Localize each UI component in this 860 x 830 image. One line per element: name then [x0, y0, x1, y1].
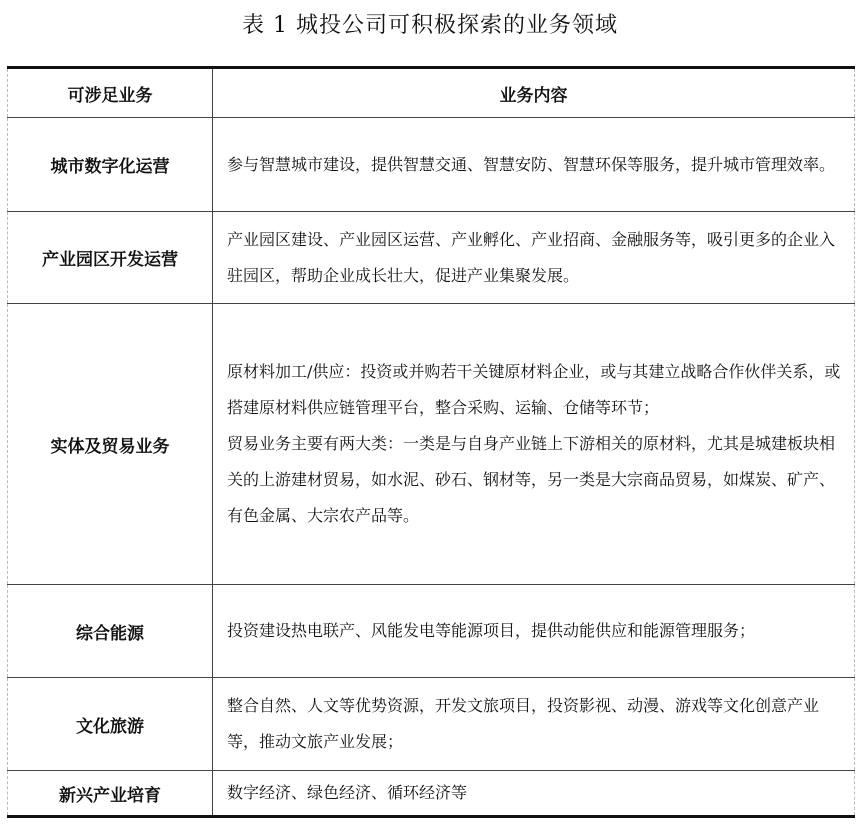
table-row [8, 585, 855, 678]
content-paragraph: 数字经济、绿色经济、循环经济等 [227, 783, 468, 802]
business-table [7, 66, 855, 818]
content-paragraph: 产业园区建设、产业园区运营、产业孵化、产业招商、金融服务等，吸引更多的企业入驻园区，帮助企业成长壮大，促进产业集聚发展。 [227, 229, 836, 285]
table-row [8, 678, 855, 771]
content-paragraph: 整合自然、人文等优势资源，开发文旅项目，投资影视、动漫、游戏等文化创意产业等，推动文旅产业发展； [227, 696, 820, 751]
content-paragraph: 参与智慧城市建设，提供智慧交通、智慧安防、智慧环保等服务，提升城市管理效率。 [227, 154, 836, 174]
row-content [213, 212, 855, 304]
table-row [8, 118, 855, 212]
row-content [213, 304, 855, 585]
row-category: 新兴产业培育 [8, 771, 213, 817]
row-content [213, 585, 855, 678]
row-category: 文化旅游 [8, 678, 213, 771]
header-content: 业务内容 [213, 68, 855, 118]
row-category: 实体及贸易业务 [8, 304, 213, 585]
row-content [213, 118, 855, 212]
table-row [8, 304, 855, 585]
content-paragraph: 投资建设热电联产、风能发电等能源项目，提供动能供应和能源管理服务； [227, 621, 756, 640]
row-category: 综合能源 [8, 585, 213, 678]
header-business: 可涉足业务 [8, 68, 213, 118]
content-paragraph: 贸易业务主要有两大类：一类是与自身产业链上下游相关的原材料，尤其是城建板块相关的上游建材贸易，如水泥、砂石、钢材等，另一类是大宗商品贸易，如煤炭、矿产、有色金属、大宗农产品等。 [227, 434, 836, 525]
content-paragraph: 原材料加工/供应：投资或并购若干关键原材料企业，或与其建立战略合作伙伴关系，或搭建原材料供应链管理平台，整合采购、运输、仓储等环节； [227, 362, 841, 417]
table-row [8, 771, 855, 817]
row-category: 产业园区开发运营 [8, 212, 213, 304]
row-category: 城市数字化运营 [8, 118, 213, 212]
table-caption: 表 1 城投公司可积极探索的业务领域 [242, 13, 618, 38]
header-row [8, 68, 855, 118]
table-row [8, 212, 855, 304]
row-content [213, 678, 855, 771]
row-content [213, 771, 855, 817]
